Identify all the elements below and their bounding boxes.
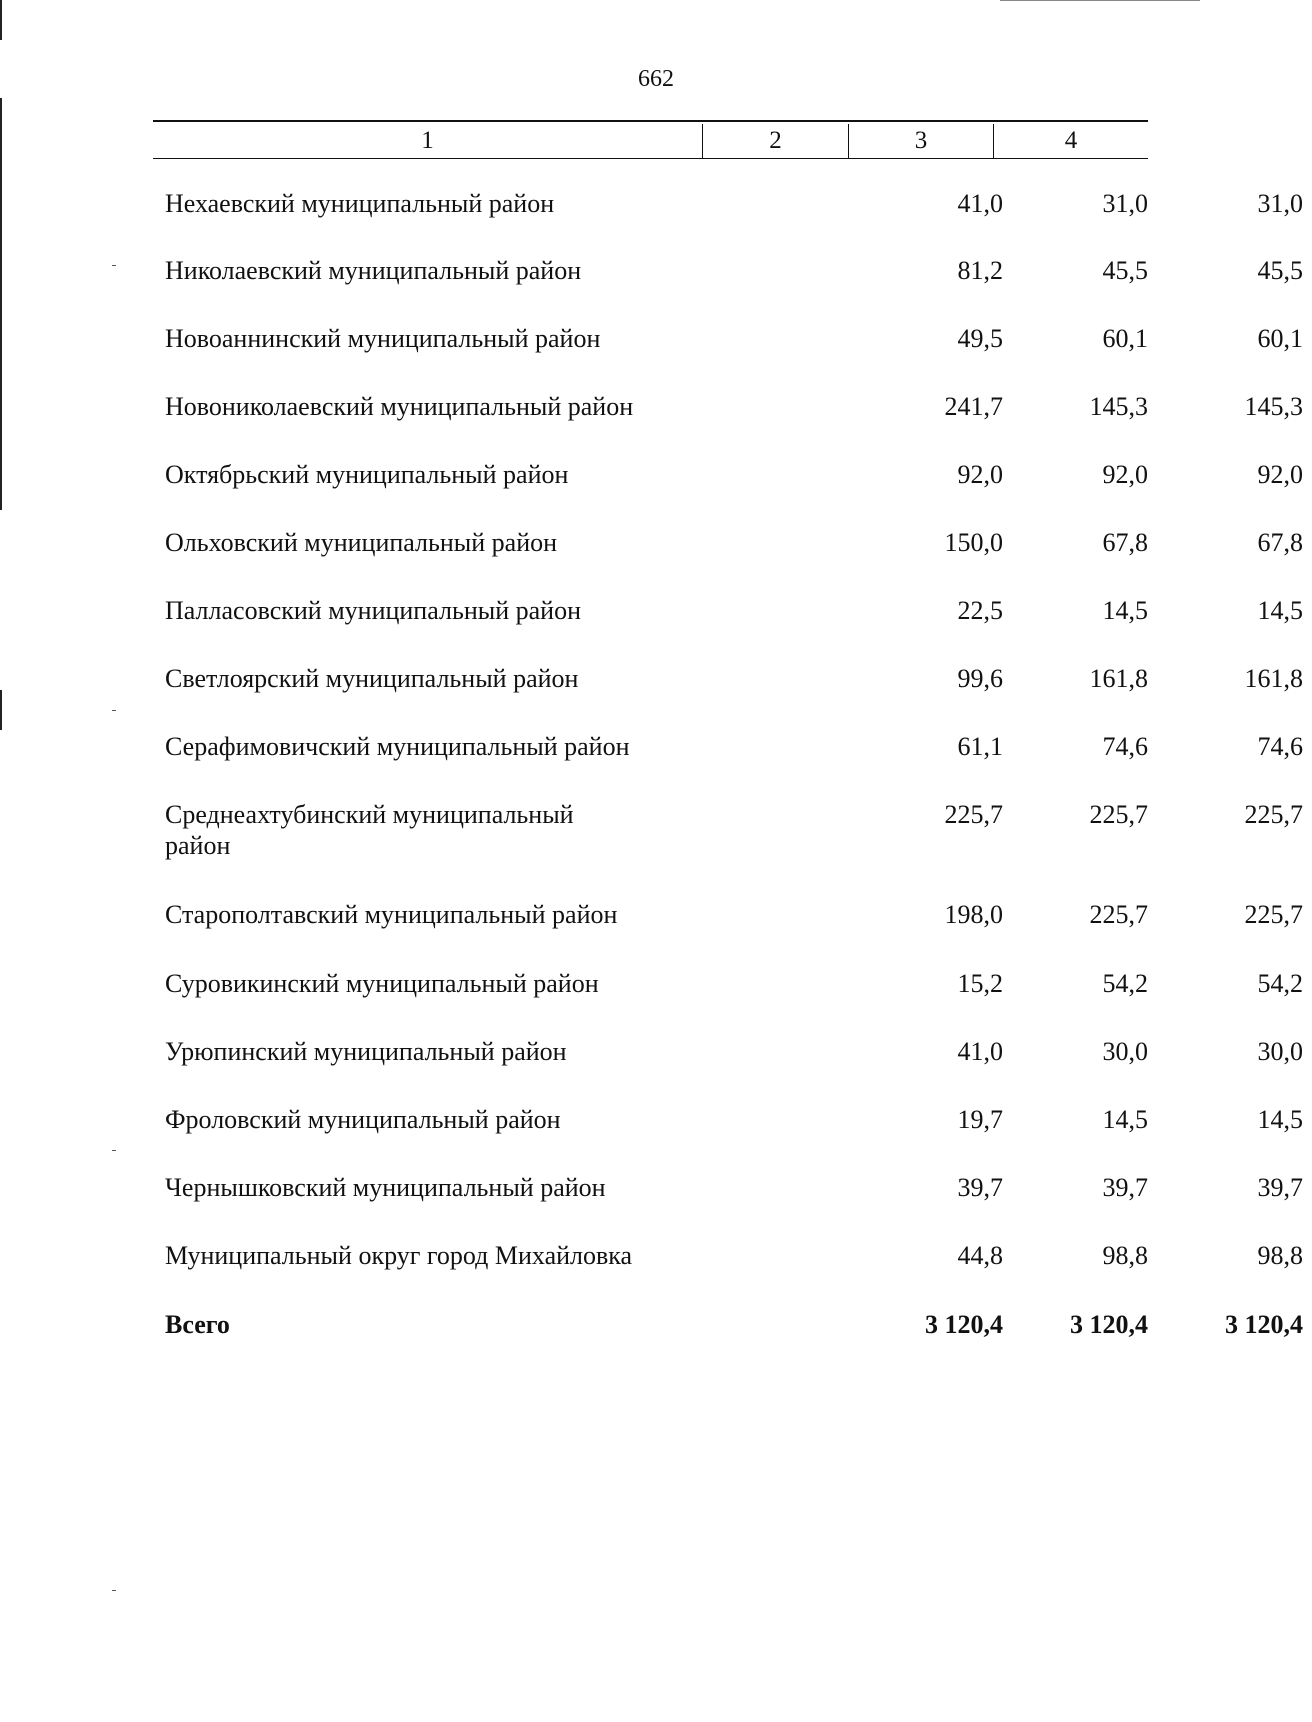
district-name: Суровикинский муниципальный район xyxy=(165,969,599,998)
scan-edge-mark xyxy=(0,690,2,730)
district-name: Николаевский муниципальный район xyxy=(165,256,582,285)
value-col-4: 54,2 xyxy=(1257,969,1303,998)
value-col-4: 161,8 xyxy=(1244,664,1303,693)
value-col-4: 39,7 xyxy=(1257,1173,1303,1202)
column-header-1: 1 xyxy=(153,124,703,158)
district-name: Серафимовичский муниципальный район xyxy=(165,732,630,761)
value-col-2: 19,7 xyxy=(957,1105,1003,1134)
value-col-4: 92,0 xyxy=(1257,460,1303,489)
district-name: Чернышковский муниципальный район xyxy=(165,1173,606,1202)
scan-dot xyxy=(112,265,116,266)
value-col-4: 60,1 xyxy=(1257,324,1303,353)
value-col-2: 49,5 xyxy=(957,324,1003,353)
value-col-2: 150,0 xyxy=(944,528,1003,557)
district-name: Октябрьский муниципальный район xyxy=(165,460,569,489)
value-col-3: 161,8 xyxy=(1089,664,1148,693)
scan-edge-mark xyxy=(0,0,2,40)
district-name: Старополтавский муниципальный район xyxy=(165,900,618,929)
value-col-4: 98,8 xyxy=(1257,1241,1303,1270)
value-col-4: 74,6 xyxy=(1257,732,1303,761)
district-name: Муниципальный округ город Михайловка xyxy=(165,1241,633,1270)
value-col-3: 45,5 xyxy=(1102,256,1148,285)
value-col-3: 74,6 xyxy=(1102,732,1148,761)
district-name: Новониколаевский муниципальный район xyxy=(165,392,634,421)
value-col-2: 241,7 xyxy=(944,392,1003,421)
value-col-2: 61,1 xyxy=(957,732,1003,761)
value-col-3: 54,2 xyxy=(1102,969,1148,998)
value-col-4: 67,8 xyxy=(1257,528,1303,557)
value-col-2: 81,2 xyxy=(957,256,1003,285)
district-name: Урюпинский муниципальный район xyxy=(165,1037,567,1066)
value-col-2: 22,5 xyxy=(957,596,1003,625)
total-col-4: 3 120,4 xyxy=(1225,1310,1303,1339)
value-col-3: 31,0 xyxy=(1102,189,1148,218)
value-col-4: 225,7 xyxy=(1244,800,1303,829)
total-col-3: 3 120,4 xyxy=(1070,1310,1148,1339)
value-col-2: 39,7 xyxy=(957,1173,1003,1202)
value-col-3: 60,1 xyxy=(1102,324,1148,353)
value-col-2: 15,2 xyxy=(957,969,1003,998)
value-col-4: 30,0 xyxy=(1257,1037,1303,1066)
value-col-3: 67,8 xyxy=(1102,528,1148,557)
value-col-3: 92,0 xyxy=(1102,460,1148,489)
district-name: Среднеахтубинский муниципальный район xyxy=(165,800,574,860)
value-col-2: 41,0 xyxy=(957,189,1003,218)
total-col-2: 3 120,4 xyxy=(925,1310,1003,1339)
value-col-4: 45,5 xyxy=(1257,256,1303,285)
value-col-4: 14,5 xyxy=(1257,1105,1303,1134)
page-number: 662 xyxy=(638,66,674,92)
value-col-2: 44,8 xyxy=(957,1241,1003,1270)
value-col-4: 225,7 xyxy=(1244,900,1303,929)
value-col-3: 145,3 xyxy=(1089,392,1148,421)
value-col-3: 225,7 xyxy=(1089,900,1148,929)
district-name: Светлоярский муниципальный район xyxy=(165,664,579,693)
table-header xyxy=(153,124,1148,159)
column-header-3: 3 xyxy=(849,124,994,158)
value-col-3: 98,8 xyxy=(1102,1241,1148,1270)
value-col-3: 14,5 xyxy=(1102,1105,1148,1134)
value-col-3: 39,7 xyxy=(1102,1173,1148,1202)
value-col-3: 30,0 xyxy=(1102,1037,1148,1066)
value-col-3: 225,7 xyxy=(1089,800,1148,829)
scan-dot xyxy=(112,1150,116,1151)
district-name: Палласовский муниципальный район xyxy=(165,596,581,625)
column-header-2: 2 xyxy=(703,124,849,158)
value-col-4: 14,5 xyxy=(1257,596,1303,625)
value-col-2: 41,0 xyxy=(957,1037,1003,1066)
district-name: Новоаннинский муниципальный район xyxy=(165,324,601,353)
value-col-2: 198,0 xyxy=(944,900,1003,929)
value-col-4: 31,0 xyxy=(1257,189,1303,218)
value-col-3: 14,5 xyxy=(1102,596,1148,625)
value-col-2: 99,6 xyxy=(957,664,1003,693)
value-col-2: 225,7 xyxy=(944,800,1003,829)
scan-dot xyxy=(112,1590,116,1591)
scan-dot xyxy=(112,710,116,711)
value-col-2: 92,0 xyxy=(957,460,1003,489)
district-name: Ольховский муниципальный район xyxy=(165,528,558,557)
scan-edge-mark xyxy=(0,98,2,510)
total-label: Всего xyxy=(165,1310,230,1339)
column-header-4: 4 xyxy=(1064,127,1078,154)
district-name: Нехаевский муниципальный район xyxy=(165,189,555,218)
scan-top-rule xyxy=(1000,0,1200,1)
value-col-4: 145,3 xyxy=(1244,392,1303,421)
table-top-rule xyxy=(153,120,1148,122)
district-name: Фроловский муниципальный район xyxy=(165,1105,561,1134)
